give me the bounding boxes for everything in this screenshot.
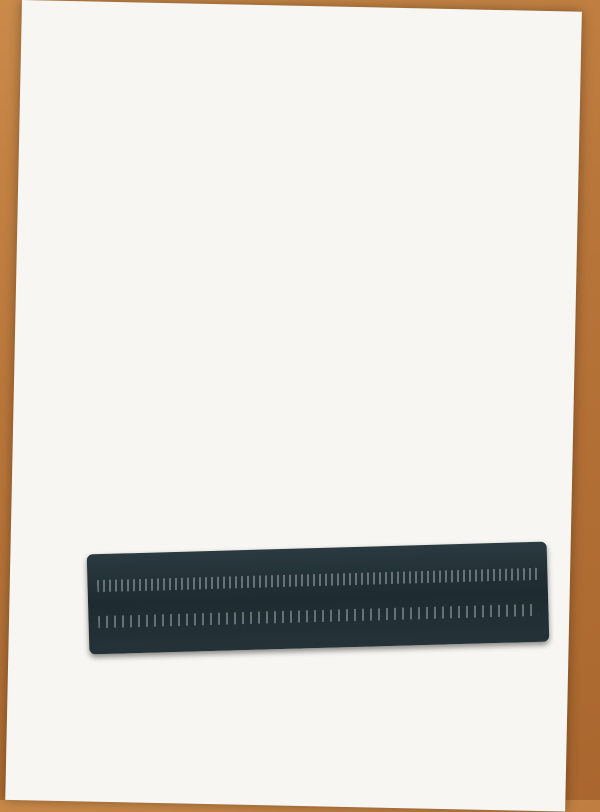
- document-body: [80, 91, 520, 102]
- ruler-ticks-top: [97, 568, 537, 592]
- paragraph-1: [80, 91, 520, 100]
- ruler-top-scale: [97, 552, 537, 564]
- ruler-ticks-bottom: [98, 604, 538, 628]
- paragraph-3: [80, 93, 520, 102]
- document-page: [5, 0, 582, 812]
- ruler-bottom-scale: [99, 632, 539, 644]
- paragraph-8: [80, 93, 520, 102]
- paragraph-6: [80, 93, 520, 102]
- paragraph-7: [80, 93, 520, 102]
- paragraph-5: [80, 93, 520, 102]
- paragraph-4-underlined: [80, 93, 520, 102]
- ruler: [87, 542, 550, 655]
- paragraph-2: [80, 93, 520, 102]
